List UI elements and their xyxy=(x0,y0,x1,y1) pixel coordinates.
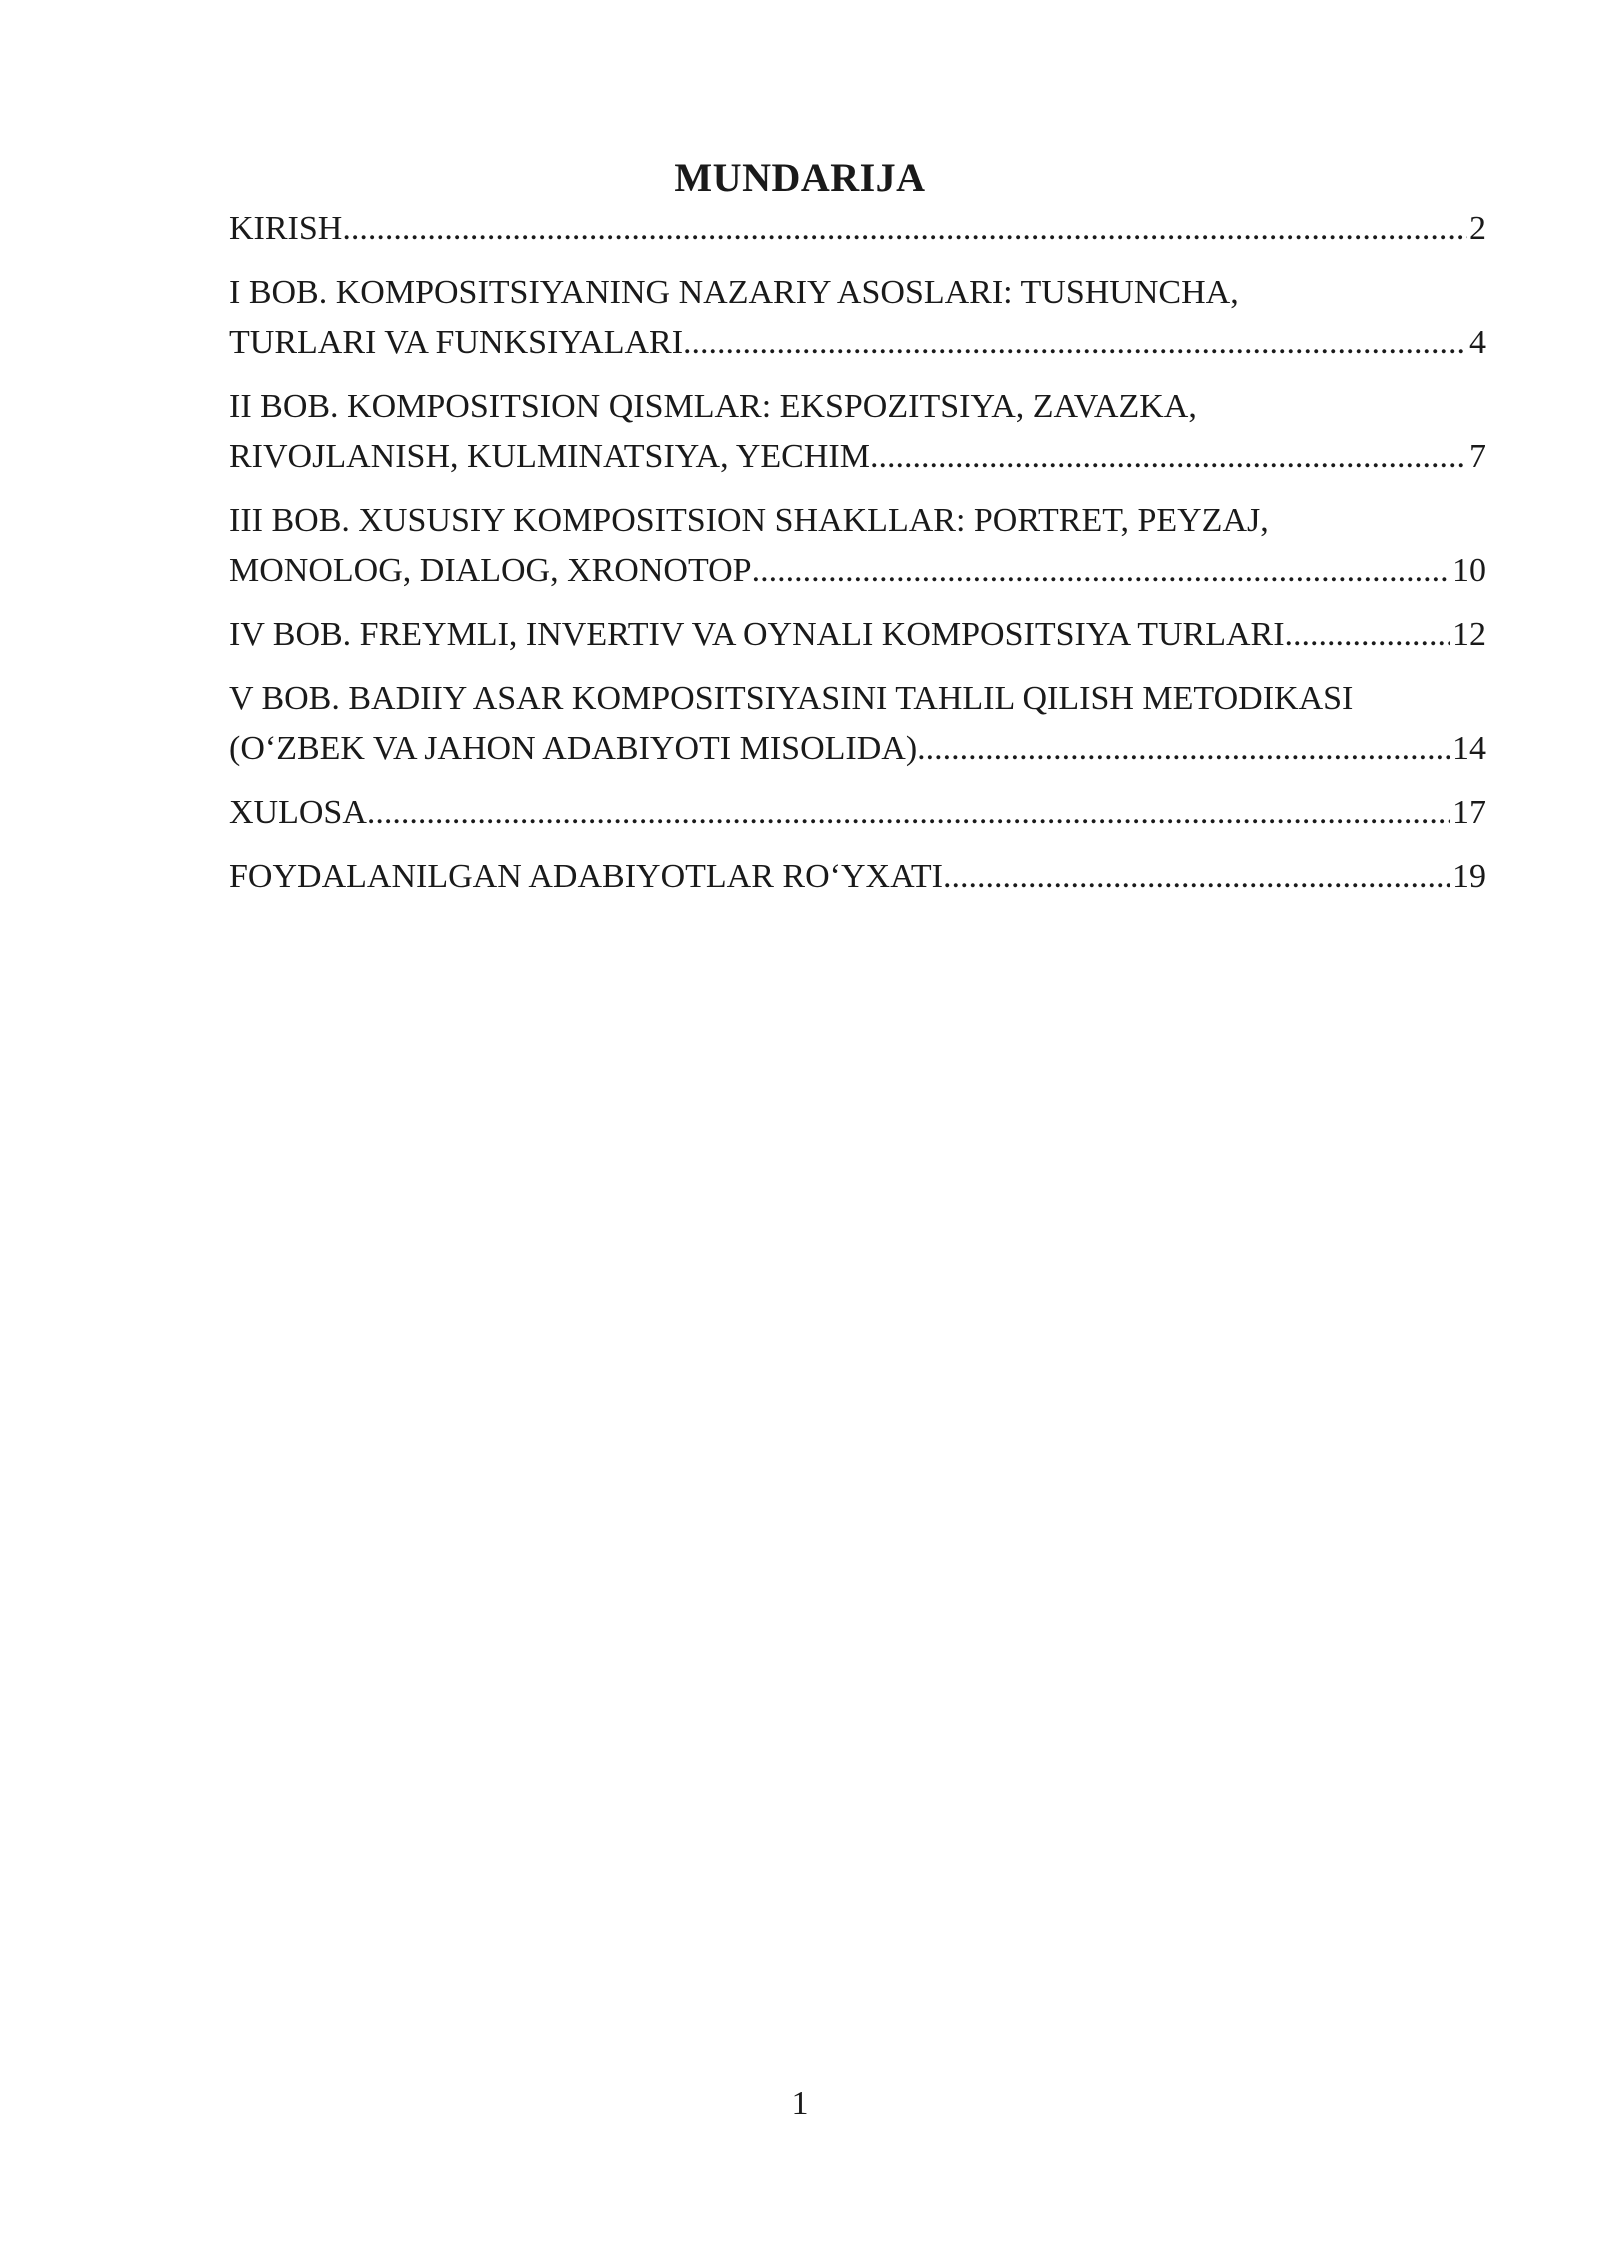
toc-entry-label: TURLARI VA FUNKSIYALARI xyxy=(229,324,684,361)
dot-leader xyxy=(752,546,1450,596)
toc-entry-label: XULOSA xyxy=(229,794,367,831)
toc-entry-line xyxy=(229,788,1486,838)
toc-entry-page: 14 xyxy=(1452,730,1486,767)
toc-entry-page: 7 xyxy=(1469,438,1486,475)
toc-entry-label-line: III BOB. XUSUSIY KOMPOSITSION SHAKLLAR: PORTRET, PEYZAJ, xyxy=(229,502,1269,539)
toc-entry-line xyxy=(229,852,1486,902)
toc-entry-chapter-3[interactable] xyxy=(229,496,1486,596)
toc-entry-page: 17 xyxy=(1452,794,1486,831)
toc-entry-chapter-4[interactable] xyxy=(229,610,1486,660)
toc-entry-line xyxy=(229,610,1486,660)
dot-leader xyxy=(1285,610,1450,660)
toc-entry-chapter-2[interactable] xyxy=(229,382,1486,482)
toc-entry-chapter-1[interactable] xyxy=(229,268,1486,368)
toc-entry-references[interactable] xyxy=(229,852,1486,902)
dot-leader xyxy=(683,318,1467,368)
toc-entry-label: KIRISH xyxy=(229,210,343,247)
toc-entry-label: RIVOJLANISH, KULMINATSIYA, YECHIM xyxy=(229,438,870,475)
toc-entry-line xyxy=(229,204,1486,254)
toc-entry-line xyxy=(229,318,1486,368)
toc-entry-page: 4 xyxy=(1469,324,1486,361)
toc-entry-label: FOYDALANILGAN ADABIYOTLAR RO‘YXATI xyxy=(229,858,943,895)
toc-entry-page: 19 xyxy=(1452,858,1486,895)
dot-leader xyxy=(943,852,1450,902)
toc-entry-label: MONOLOG, DIALOG, XRONOTOP xyxy=(229,552,752,589)
dot-leader xyxy=(342,204,1467,254)
toc-entry-page: 10 xyxy=(1452,552,1486,589)
toc-entry-line xyxy=(229,724,1486,774)
toc-entry-line xyxy=(229,546,1486,596)
toc-entry-label: IV BOB. FREYMLI, INVERTIV VA OYNALI KOMPOSITSIYA TURLARI xyxy=(229,616,1285,653)
dot-leader xyxy=(917,724,1450,774)
toc-entry-line xyxy=(229,432,1486,482)
toc-entry-label-line: II BOB. KOMPOSITSION QISMLAR: EKSPOZITSIYA, ZAVAZKA, xyxy=(229,388,1197,425)
toc-entry-xulosa[interactable] xyxy=(229,788,1486,838)
toc-entry-label-line: I BOB. KOMPOSITSIYANING NAZARIY ASOSLARI: TUSHUNCHA, xyxy=(229,274,1239,311)
table-of-contents xyxy=(229,204,1486,916)
toc-entry-page: 12 xyxy=(1452,616,1486,653)
toc-entry-label: (O‘ZBEK VA JAHON ADABIYOTI MISOLIDA) xyxy=(229,730,918,767)
toc-title: MUNDARIJA xyxy=(674,155,926,200)
page-number: 1 xyxy=(791,2085,809,2122)
dot-leader xyxy=(870,432,1467,482)
toc-entry-chapter-5[interactable] xyxy=(229,674,1486,774)
toc-entry-kirish[interactable] xyxy=(229,204,1486,254)
dot-leader xyxy=(367,788,1450,838)
toc-entry-label-line: V BOB. BADIIY ASAR KOMPOSITSIYASINI TAHLIL QILISH METODIKASI xyxy=(229,680,1354,717)
toc-entry-page: 2 xyxy=(1469,210,1486,247)
